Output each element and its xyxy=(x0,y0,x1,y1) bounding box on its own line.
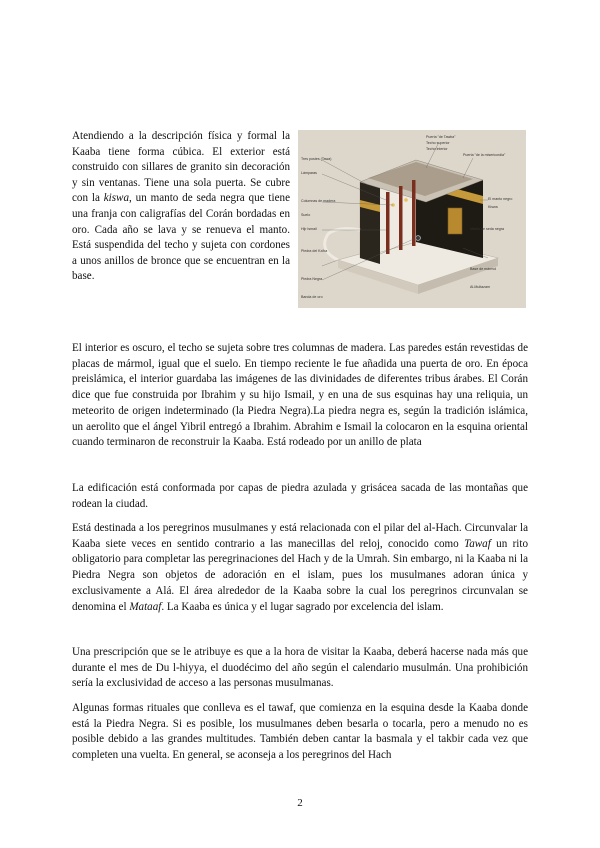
wooden-column-3 xyxy=(412,180,416,246)
pilgrimage-text-1: Está destinada a los peregrinos musulmanes y está relacionada con el pilar del al-Hach. Circunvalar la Kaaba siete veces en sentido contrario a las manecillas del reloj, conocido como xyxy=(72,522,528,550)
label-top-4: Puerta "de la misericordia" xyxy=(463,153,506,157)
lamp-2 xyxy=(404,198,408,202)
interior-paragraph: El interior es oscuro, el techo se sujeta sobre tres columnas de madera. Las paredes están revestidas de placas de mármol, igual que el suelo. En tiempo reciente le fue añadida una puerta de oro. En época preislámica, el interior guardaba las imágenes de las divinidades de diferentes tribus árabes. El Corán dice que fue construida por Ibrahim y su hijo Ismail, y en una de sus esquinas hay una reliquia, un meteorito de origen indeterminado (la Piedra Negra).La piedra negra es, según la tradición islámica, un aerolito que el ángel Yibril entregó a Ibrahim. Abrahim e Ismail la colocaron en la esquina oriental cuando terminaron de reconstruir la Kaaba. Está rodeado por un anillo de plata xyxy=(72,342,528,449)
label-left-6: Piedra del Ka'ba xyxy=(301,249,328,253)
pilgrimage-text-3: . La Kaaba es única y el lugar sagrado por excelencia del islam. xyxy=(161,600,444,613)
kaaba-diagram-svg xyxy=(298,130,526,308)
page-number: 2 xyxy=(297,797,303,809)
label-left-8: Banda de oro xyxy=(301,295,323,299)
golden-door xyxy=(448,208,462,234)
label-left-3: Columnas de madera xyxy=(301,199,336,203)
label-left-2: Lámparas xyxy=(301,171,317,175)
tawaf-term: Tawaf xyxy=(464,537,491,550)
intro-text-2: , un manto de seda negra que tiene una franja con caligrafías del Corán bordadas en oro. Cada año se lava y se renueva el manto. Está suspendida del techo y sujeta con cordones a unos anillos de bronce que se encuentran en la base. xyxy=(72,192,290,283)
label-top-3: Techo interior xyxy=(426,147,448,151)
label-left-5: Hijr Ismail xyxy=(301,227,317,231)
pilgrimage-paragraph xyxy=(72,521,528,615)
label-top-2: Techo superior xyxy=(426,141,450,145)
label-top-1: Puerta "de Tawba" xyxy=(426,135,456,139)
label-right-2: Kiswa xyxy=(488,205,498,209)
label-right-5: Al-Multazam xyxy=(470,285,490,289)
label-right-3: Manto de seda negra xyxy=(470,227,504,231)
kiswa-term: kiswa xyxy=(103,192,130,205)
intro-paragraph xyxy=(72,129,290,285)
label-left-4: Suelo xyxy=(301,213,311,217)
prescription-paragraph: Una prescripción que se le atribuye es que a la hora de visitar la Kaaba, deberá hacerse nada más que durante el mes de Du l-hiyya, el duodécimo del año según el calendario musulmán. Una prohibición sería la exclusividad de acceso a las personas musulmanas. xyxy=(72,646,528,690)
label-right-1: El manto negro xyxy=(488,197,513,201)
construction-paragraph: La edificación está conformada por capas de piedra azulada y grisácea sacada de las montañas que rodean la ciudad. xyxy=(72,482,528,510)
mataaf-term: Mataaf xyxy=(129,600,162,613)
kiswa-left-wall xyxy=(360,182,380,264)
label-right-4: Base de mármol xyxy=(470,267,497,271)
kaaba-cutaway-illustration xyxy=(298,130,526,308)
black-stone xyxy=(416,236,421,241)
label-left-1: Tres postes (Tawa) xyxy=(301,157,332,161)
wooden-column-2 xyxy=(399,186,403,250)
wooden-column-1 xyxy=(386,192,390,254)
intro-text-1: Atendiendo a la descripción física y formal la Kaaba tiene forma cúbica. El exterior está construido con sillares de granito sin decoración y sin ventanas. Tiene una sola puerta. Se cubre con la xyxy=(72,130,290,205)
label-left-7: Piedra Negra xyxy=(301,277,323,281)
pilgrimage-text-2: un rito obligatorio para completar las peregrinaciones del Hach y de la Umrah. Sin embargo, ni la Kaaba ni la Piedra Negra son objetos de adoración en el islam, pues los musulmanes adoran única y exclusivamente a Alá. El área alrededor de la Kaaba sobre la cual los peregrinos circunvalan se denomina el xyxy=(72,537,528,613)
rituals-paragraph: Algunas formas rituales que conlleva es el tawaf, que comienza en la esquina desde la Kaaba donde está la Piedra Negra. Si es posible, los musulmanes deben besarla o tocarla, pero a menudo no es posible debido a las grandes multitudes. También deben cantar la basmala y el takbir cada vez que completen una vuelta. En general, se aconseja a los peregrinos del Hach xyxy=(72,702,528,762)
